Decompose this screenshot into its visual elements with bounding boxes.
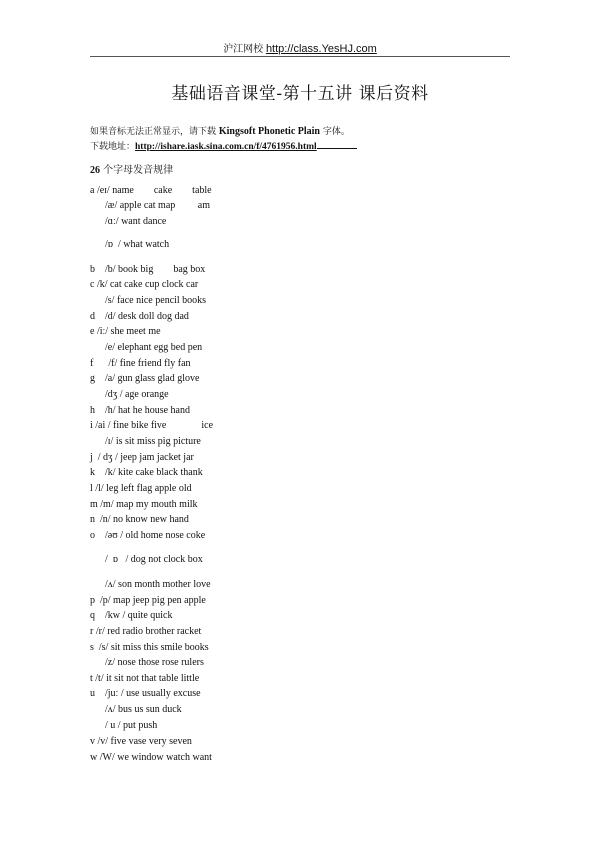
font-note-prefix: 如果音标无法正常显示，请下载 — [90, 127, 219, 137]
letter-row-k: k /k/ kite cake black thank — [90, 467, 203, 478]
section-subtitle — [90, 161, 173, 176]
letter-row-s-2: /z/ nose those rose rulers — [105, 657, 204, 668]
letter-row-s: s /s/ sit miss this smile books — [90, 642, 209, 653]
letter-row-q: q /kw / quite quick — [90, 610, 173, 621]
letter-row-o: o /əʊ / old home nose coke — [90, 530, 206, 541]
letter-row-j: j / dʒ / jeep jam jacket jar — [90, 452, 194, 463]
download-link[interactable]: http://ishare.iask.sina.com.cn/f/4761956.html — [135, 142, 317, 152]
letter-row-o-2: / ɒ / dog not clock box — [105, 554, 203, 565]
letter-row-o-3: /ʌ/ son month mother love — [105, 579, 211, 590]
header-divider — [90, 56, 510, 57]
letter-row-e: e /iː/ she meet me — [90, 326, 161, 337]
letter-row-u-2: /ʌ/ bus us sun duck — [105, 704, 182, 715]
letter-row-v: v /v/ five vase very seven — [90, 736, 192, 747]
letter-row-c: c /k/ cat cake cup clock car — [90, 279, 199, 290]
font-note-suffix: 字体。 — [320, 127, 350, 137]
letter-row-a-2: /æ/ apple cat map am — [105, 200, 210, 211]
letter-row-n: n /n/ no know new hand — [90, 514, 189, 525]
letter-row-c-2: /s/ face nice pencil books — [105, 295, 207, 306]
letter-row-p: p /p/ map jeep pig pen apple — [90, 595, 206, 606]
download-note — [90, 139, 357, 152]
letter-row-t: t /t/ it sit not that table little — [90, 673, 200, 684]
letter-row-r: r /r/ red radio brother racket — [90, 626, 202, 637]
letter-row-h: h /h/ hat he house hand — [90, 405, 190, 416]
letter-row-m: m /m/ map my mouth milk — [90, 499, 198, 510]
letter-row-d: d /d/ desk doll dog dad — [90, 311, 189, 322]
letter-row-i: i /ai / fine bike five ice — [90, 420, 214, 431]
letter-row-l: l /l/ leg left flag apple old — [90, 483, 192, 494]
letter-row-a-4: /ɒ / what watch — [105, 239, 170, 250]
font-note — [90, 124, 350, 137]
letter-row-u-3: / u / put push — [105, 720, 158, 731]
letter-row-e-2: /e/ elephant egg bed pen — [105, 342, 203, 353]
download-underline — [317, 140, 357, 149]
page-title: 基础语音课堂-第十五讲 课后资料 — [171, 84, 429, 104]
letter-row-g-2: /dʒ / age orange — [105, 389, 169, 400]
letter-row-b: b /b/ book big bag box — [90, 264, 206, 275]
header-site-name: 沪江网校 — [223, 44, 264, 55]
subtitle-number: 26 — [90, 165, 100, 176]
download-label: 下载地址： — [90, 142, 136, 152]
letter-row-g: g /a/ gun glass glad glove — [90, 373, 200, 384]
letter-row-w: w /W/ we window watch want — [90, 752, 212, 763]
letter-row-u: u /juː / use usually excuse — [90, 688, 201, 699]
page-header — [0, 40, 600, 55]
letter-row-a: a /eɪ/ name cake table — [90, 185, 212, 196]
letter-row-f: f /f/ fine friend fly fan — [90, 358, 191, 369]
subtitle-text: 个字母发音规律 — [100, 165, 174, 176]
letter-row-a-3: /ɑː/ want dance — [105, 216, 167, 227]
letter-row-i-2: /ɪ/ is sit miss pig picture — [105, 436, 201, 447]
font-name: Kingsoft Phonetic Plain — [218, 126, 320, 137]
header-url-link[interactable]: http://class.YesHJ.com — [265, 43, 377, 55]
